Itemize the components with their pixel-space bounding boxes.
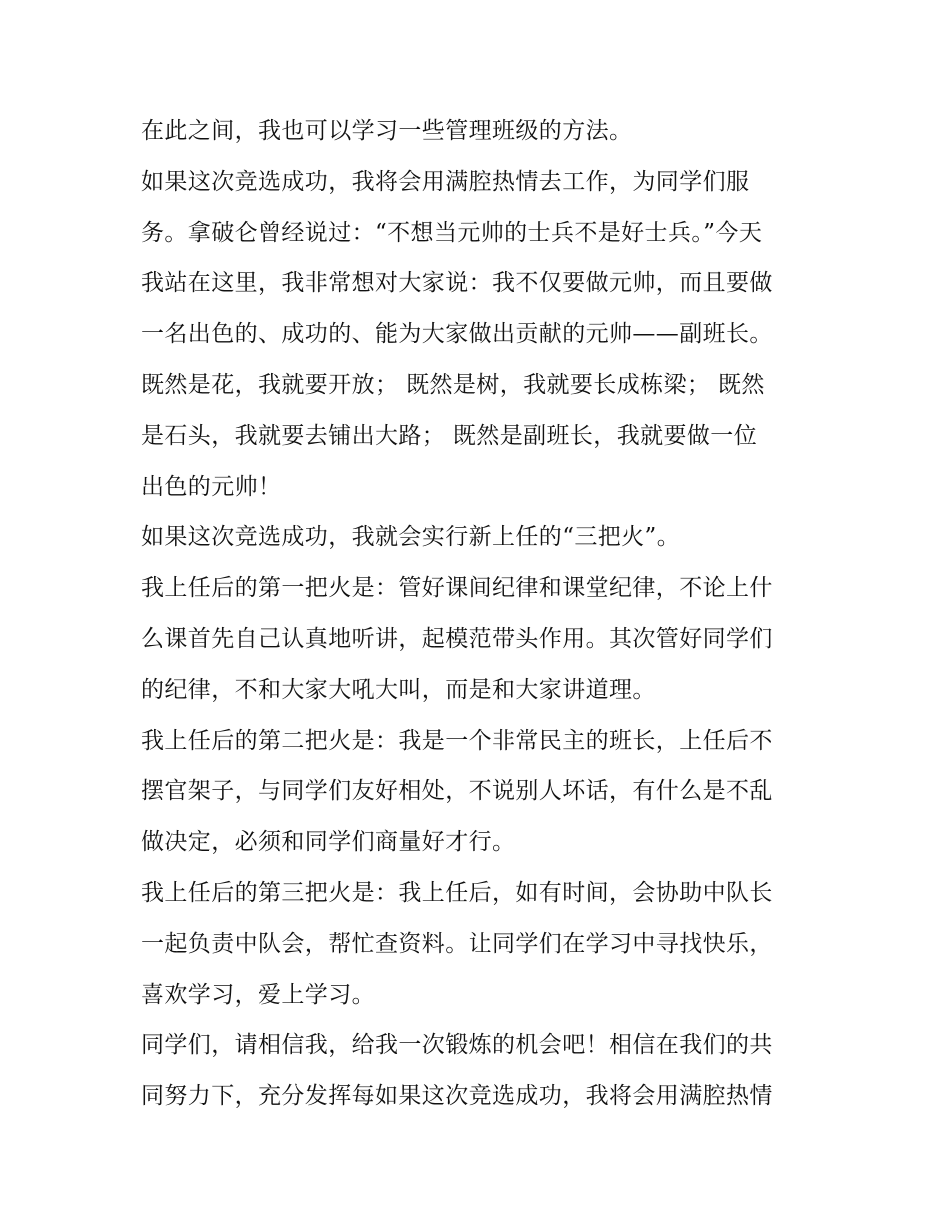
text-line: 的纪律，不和大家大吼大叫，而是和大家讲道理。: [141, 676, 656, 703]
document-body: [141, 106, 821, 1122]
text-line: 我上任后的第二把火是：我是一个非常民主的班长，上任后不: [141, 727, 773, 754]
text-line: 做决定，必须和同学们商量好才行。: [141, 829, 516, 856]
text-line: 我站在这里，我非常想对大家说：我不仅要做元帅，而且要做: [141, 270, 773, 297]
text-line: 出色的元帅！: [141, 473, 282, 500]
text-line: 务。拿破仑曾经说过：“不想当元帅的士兵不是好士兵。”今天: [141, 219, 763, 246]
text-line: 同努力下，充分发挥每如果这次竞选成功，我将会用满腔热情: [141, 1083, 773, 1110]
text-line: 一名出色的、成功的、能为大家做出贡献的元帅——副班长。: [141, 321, 773, 348]
text-line: 同学们，请相信我，给我一次锻炼的机会吧！相信在我们的共: [141, 1032, 773, 1059]
text-line: 喜欢学习，爱上学习。: [141, 981, 375, 1008]
text-line: 我上任后的第一把火是：管好课间纪律和课堂纪律，不论上什: [141, 575, 773, 602]
text-line: 如果这次竞选成功，我将会用满腔热情去工作，为同学们服: [141, 168, 750, 195]
text-line: 么课首先自己认真地听讲，起模范带头作用。其次管好同学们: [141, 625, 773, 652]
text-line: 摆官架子，与同学们友好相处，不说别人坏话，有什么是不乱: [141, 778, 773, 805]
text-line: 一起负责中队会，帮忙查资料。让同学们在学习中寻找快乐，: [141, 930, 773, 957]
text-line: 在此之间，我也可以学习一些管理班级的方法。: [141, 118, 633, 144]
text-line: 如果这次竞选成功，我就会实行新上任的“三把火”。: [141, 524, 681, 551]
text-line: 是石头，我就要去铺出大路； 既然是副班长，我就要做一位: [141, 422, 758, 449]
text-line: 我上任后的第三把火是：我上任后，如有时间，会协助中队长: [141, 879, 773, 906]
text-line: 既然是花，我就要开放； 既然是树，我就要长成栋梁； 既然: [141, 371, 765, 398]
